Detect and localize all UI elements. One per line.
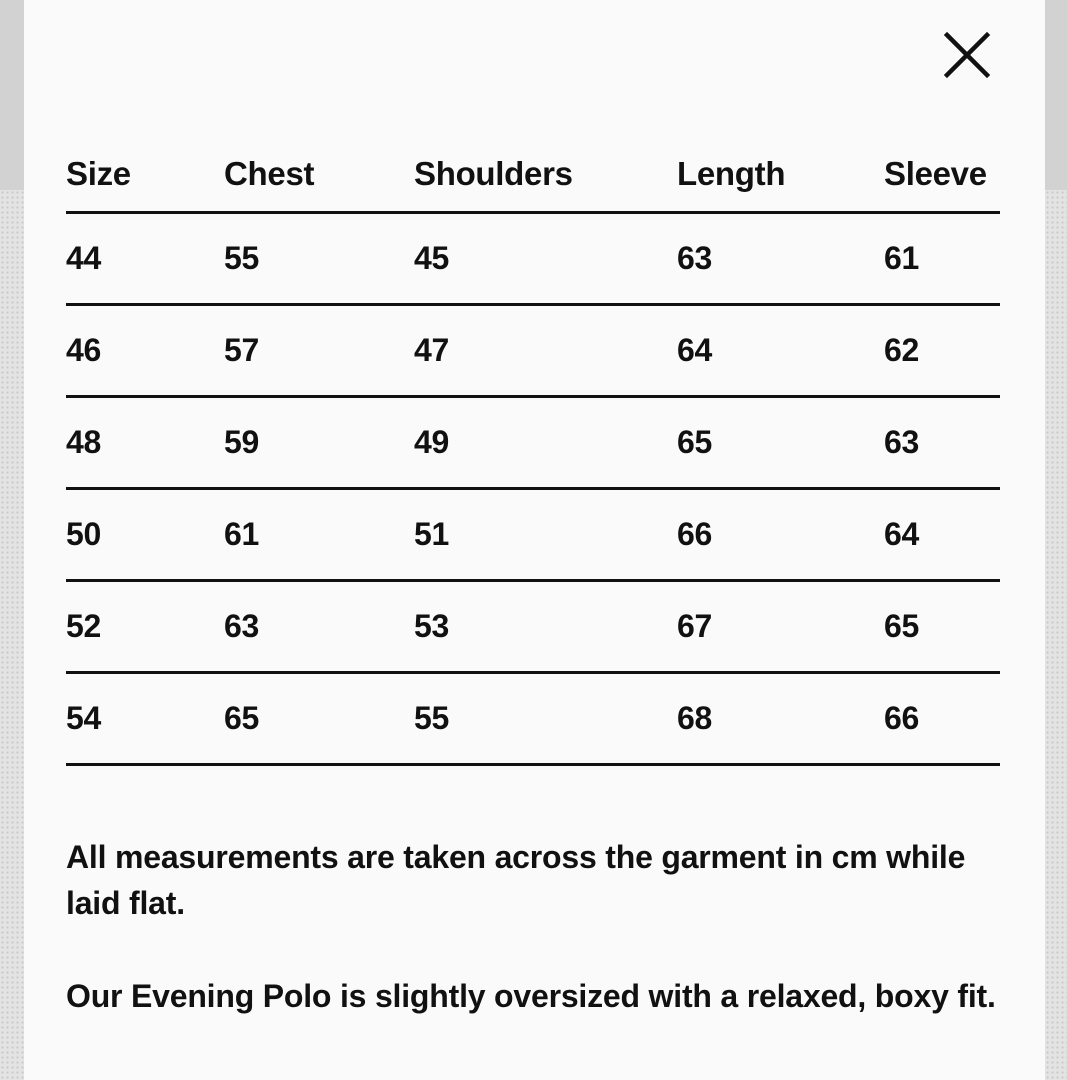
chest-cell: 63 <box>224 608 259 644</box>
size-cell: 48 <box>66 424 101 460</box>
shoulders-cell: 49 <box>414 424 449 460</box>
size-cell: 54 <box>66 700 101 736</box>
close-button[interactable] <box>942 30 992 80</box>
column-header-length: Length <box>677 154 786 192</box>
table-row <box>66 214 1000 306</box>
column-header-shoulders: Shoulders <box>414 154 573 192</box>
size-cell: 44 <box>66 240 101 276</box>
table-row <box>66 306 1000 398</box>
chest-cell: 55 <box>224 240 259 276</box>
size-guide-modal <box>24 0 1045 1080</box>
column-header-size: Size <box>66 154 131 192</box>
column-header-chest: Chest <box>224 154 315 192</box>
length-cell: 67 <box>677 608 712 644</box>
length-cell: 63 <box>677 240 712 276</box>
chest-cell: 65 <box>224 700 259 736</box>
chest-cell: 61 <box>224 516 259 552</box>
sleeve-cell: 63 <box>884 424 919 460</box>
table-row <box>66 582 1000 674</box>
shoulders-cell: 55 <box>414 700 449 736</box>
chest-cell: 59 <box>224 424 259 460</box>
size-table <box>66 136 1000 766</box>
shoulders-cell: 53 <box>414 608 449 644</box>
close-icon <box>942 30 992 80</box>
sleeve-cell: 66 <box>884 700 919 736</box>
sleeve-cell: 61 <box>884 240 919 276</box>
column-header-sleeve: Sleeve <box>884 154 987 192</box>
background-scrollbar-right <box>1045 0 1067 190</box>
length-cell: 64 <box>677 332 712 368</box>
shoulders-cell: 47 <box>414 332 449 368</box>
measurement-note: All measurements are taken across the garment in cm while laid flat. <box>66 839 966 921</box>
sleeve-cell: 65 <box>884 608 919 644</box>
table-header-row <box>66 136 1000 214</box>
chest-cell: 57 <box>224 332 259 368</box>
table-row <box>66 674 1000 766</box>
size-cell: 46 <box>66 332 101 368</box>
background-scrollbar-left <box>0 0 24 190</box>
size-cell: 50 <box>66 516 101 552</box>
size-cell: 52 <box>66 608 101 644</box>
length-cell: 65 <box>677 424 712 460</box>
length-cell: 68 <box>677 700 712 736</box>
table-row <box>66 490 1000 582</box>
sleeve-cell: 62 <box>884 332 919 368</box>
shoulders-cell: 51 <box>414 516 449 552</box>
length-cell: 66 <box>677 516 712 552</box>
sleeve-cell: 64 <box>884 516 919 552</box>
table-row <box>66 398 1000 490</box>
shoulders-cell: 45 <box>414 240 449 276</box>
fit-note: Our Evening Polo is slightly oversized with a relaxed, boxy fit. <box>66 978 996 1014</box>
